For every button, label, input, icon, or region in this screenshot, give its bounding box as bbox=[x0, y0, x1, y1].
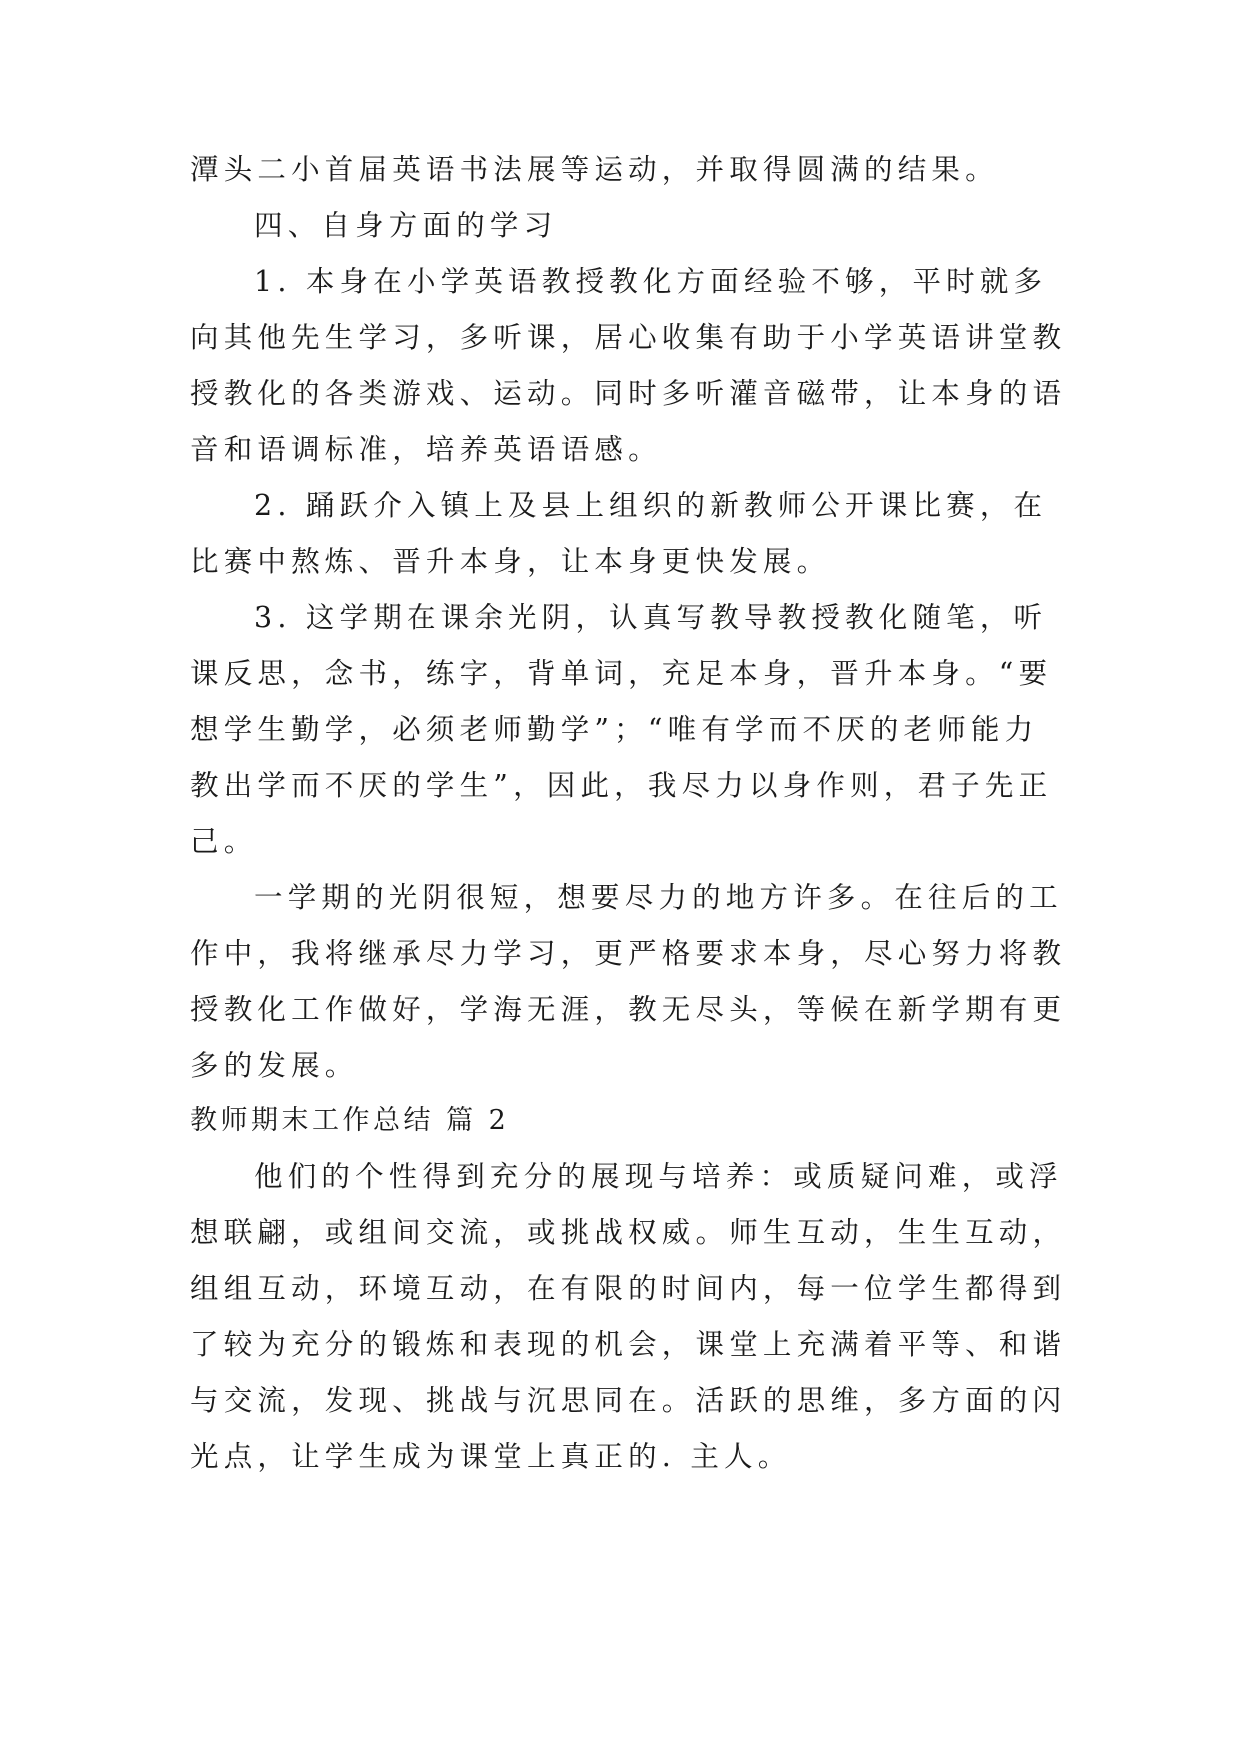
paragraph-line: 教出学而不厌的学生”，因此，我尽力以身作则，君子先正 bbox=[190, 769, 1053, 802]
paragraph-line: 己。 bbox=[190, 825, 258, 858]
paragraph-line: 比赛中熬炼、晋升本身，让本身更快发展。 bbox=[190, 545, 831, 578]
paragraph-line: 想联翩，或组间交流，或挑战权威。师生互动，生生互动， bbox=[190, 1216, 1067, 1249]
paragraph-line: 授教化的各类游戏、运动。同时多听灌音磁带，让本身的语 bbox=[190, 377, 1067, 410]
paragraph-line: 想学生勤学，必须老师勤学”；“唯有学而不厌的老师能力 bbox=[190, 713, 1039, 746]
paragraph-line: 潭头二小首届英语书法展等运动，并取得圆满的结果。 bbox=[190, 153, 999, 186]
paragraph-line: 2. 踊跃介入镇上及县上组织的新教师公开课比赛，在 bbox=[254, 489, 1048, 522]
paragraph-line: 授教化工作做好，学海无涯，教无尽头，等候在新学期有更 bbox=[190, 993, 1067, 1026]
paragraph-line: 组组互动，环境互动，在有限的时间内，每一位学生都得到 bbox=[190, 1272, 1067, 1305]
paragraph-line: 1. 本身在小学英语教授教化方面经验不够，平时就多 bbox=[254, 265, 1048, 298]
paragraph-line: 作中，我将继承尽力学习，更严格要求本身，尽心努力将教 bbox=[190, 937, 1067, 970]
paragraph-line: 与交流，发现、挑战与沉思同在。活跃的思维，多方面的闪 bbox=[190, 1384, 1067, 1417]
paragraph-line: 音和语调标准，培养英语语感。 bbox=[190, 433, 662, 466]
paragraph-line: 多的发展。 bbox=[190, 1049, 359, 1082]
paragraph-line: 3. 这学期在课余光阴，认真写教导教授教化随笔，听 bbox=[254, 601, 1048, 634]
paragraph-line: 一学期的光阴很短，想要尽力的地方许多。在往后的工 bbox=[254, 881, 1063, 914]
paragraph-line: 课反思，念书，练字，背单词，充足本身，晋升本身。“要 bbox=[190, 657, 1053, 690]
paragraph-line: 光点，让学生成为课堂上真正的. 主人。 bbox=[190, 1440, 792, 1473]
paragraph-line: 了较为充分的锻炼和表现的机会，课堂上充满着平等、和谐 bbox=[190, 1328, 1067, 1361]
paragraph-line: 他们的个性得到充分的展现与培养：或质疑问难，或浮 bbox=[254, 1160, 1063, 1193]
article-title: 教师期末工作总结 篇 2 bbox=[190, 1105, 510, 1136]
paragraph-line: 向其他先生学习，多听课，居心收集有助于小学英语讲堂教 bbox=[190, 321, 1067, 354]
section-heading: 四、自身方面的学习 bbox=[254, 209, 558, 242]
